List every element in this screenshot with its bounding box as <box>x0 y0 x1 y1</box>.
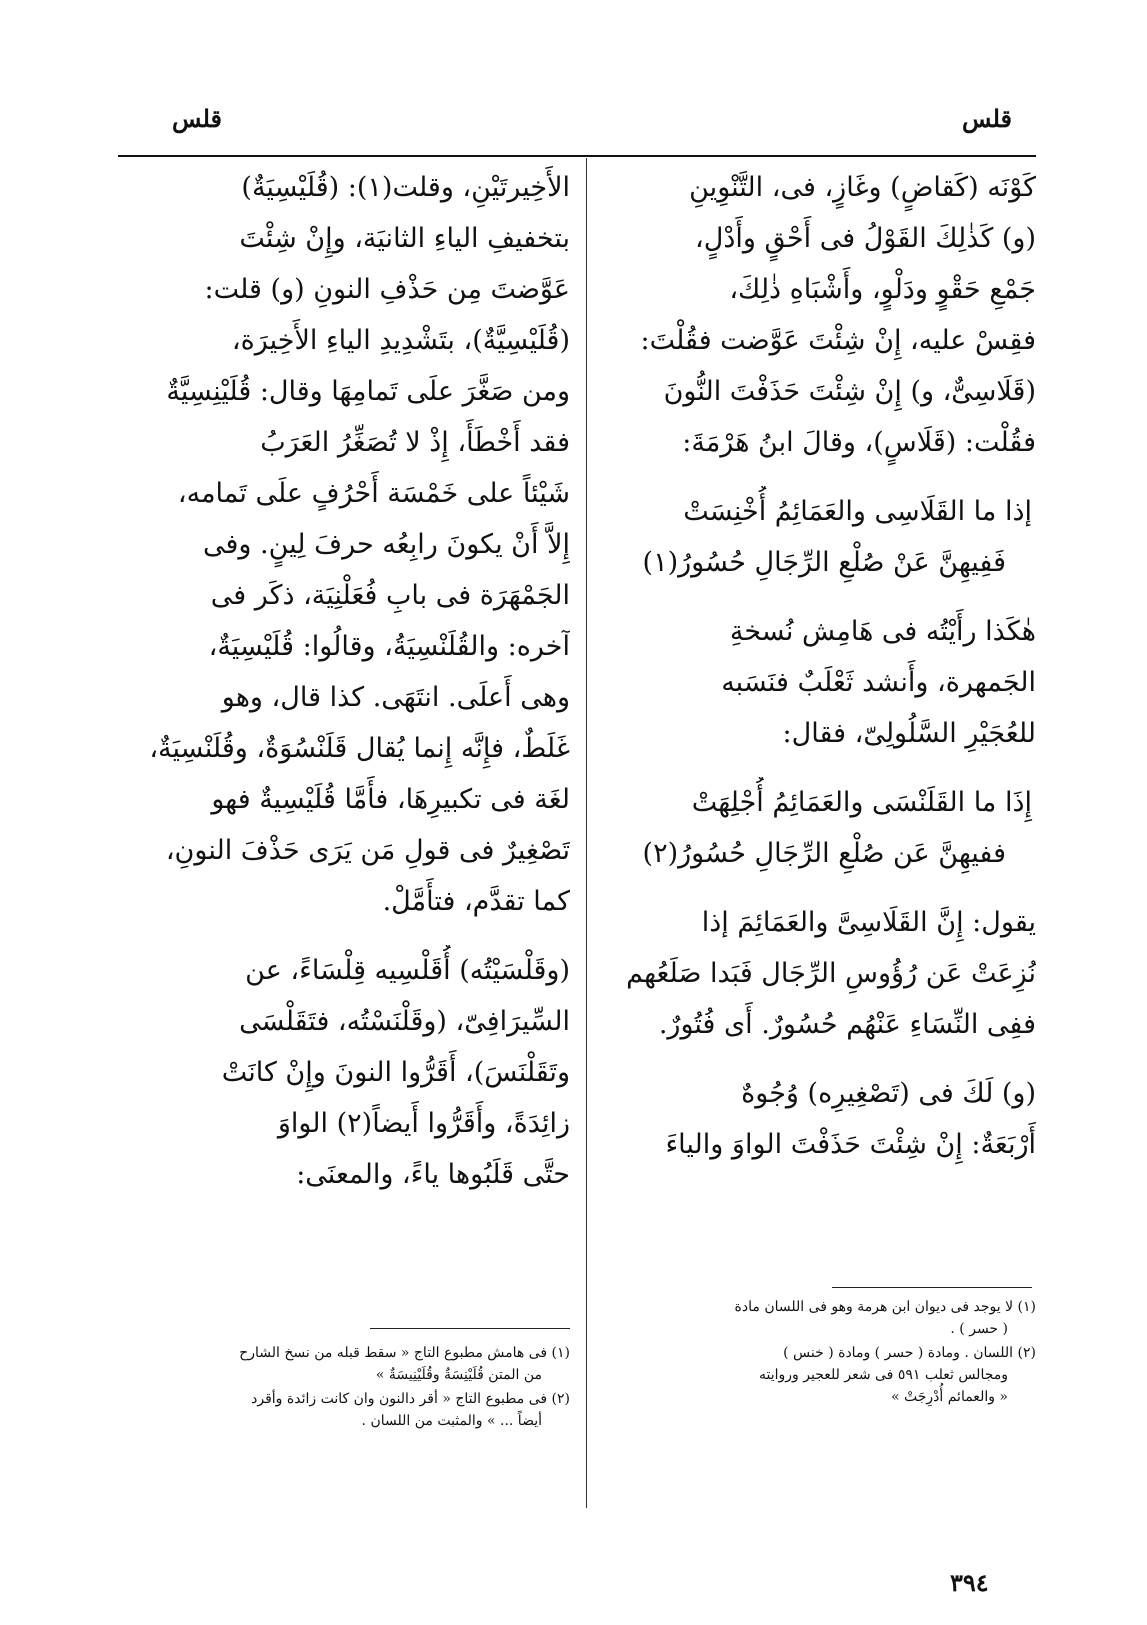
footnote <box>606 1296 1036 1340</box>
footnotes-left <box>100 1342 570 1434</box>
text-line: زائِدَةً، وأَقَرُّوا أَيضاً(٢) الواوَ <box>277 1108 570 1139</box>
verse-line: إذا ما القَلَاسِى والعَمَائِمُ أُخْنِسَتْ <box>683 496 1032 527</box>
verse-line: ففيهِنَّ عَن صُلْعِ الرِّجَالِ حُسُورُ(٢) <box>642 838 1006 869</box>
verse-line: إِذَا ما القَلَنْسَى والعَمَائِمُ أُجْلِهَتْ <box>691 787 1032 818</box>
text-line: جَمْعِ حَقْوٍ ودَلْوٍ، وأَشْبَاهِ ذٰلِكَ، <box>729 274 1036 305</box>
footnote-text: « والعمائم أُدْرِجَتْ » <box>890 1389 1008 1405</box>
column-divider <box>586 158 587 1508</box>
text-line: عَوَّضتَ مِن حَذْفِ النونِ (و) قلت: <box>204 274 570 305</box>
text-line: أَرْبَعَةٌ: إِنْ شِئْتَ حَذَفْتَ الواوَ والياءَ <box>665 1129 1036 1160</box>
footnote-text: من المتن قُلَيْنِسَةٌ وقُلَيْنِيسَةٌ » <box>375 1367 542 1383</box>
verse-line: فَفِيهِنَّ عَنْ صُلْعِ الرِّجَالِ حُسُورُ(١) <box>642 547 1006 578</box>
text-line: غَلَطٌ، فإِنَّه إِنما يُقال قَلَنْسُوَةٌ، وقُلَنْسِيَةٌ، <box>149 733 570 764</box>
footnote-rule-right <box>832 1287 1032 1288</box>
text-line: فقِسْ عليه، إِنْ شِئْتَ عَوَّضت فقُلْتَ: <box>640 325 1036 356</box>
footnote-mark: (١) <box>551 1345 570 1361</box>
text-line: كما تقدَّم، فتأَمَّلْ. <box>382 886 570 917</box>
footnote-mark: (١) <box>1017 1299 1036 1315</box>
text-line: للعُجَيْرِ السَّلُولِىّ، فقال: <box>782 718 1036 749</box>
text-line: يقول: إِنَّ القَلَاسِىَّ والعَمَائِمَ إذا <box>701 907 1036 938</box>
text-line: تَصْغِيرٌ فى قولِ مَن يَرَى حَذْفَ النونِ، <box>165 835 570 866</box>
text-line: نُزِعَتْ عَن رُؤُوسِ الرِّجَال فَبَدا صَلَعُهم <box>626 958 1036 989</box>
header-entry-word-left: قلس <box>172 104 223 133</box>
text-line: فقد أَخْطَأَ، إِذْ لا تُصَغِّرُ العَرَبُ <box>260 427 570 458</box>
text-line: (قُلَيْسِيَّةٌ)، بتَشْدِيدِ الياءِ الأَخِيرَة، <box>231 325 570 356</box>
text-line: الجَمهرة، وأَنشد ثَعْلَبٌ فنَسَبه <box>721 667 1036 698</box>
footnote-text: فى مطبوع التاج « أقر دالنون وان كانت زائدة وأقرد <box>251 1391 548 1407</box>
header-entry-word-right: قلس <box>962 104 1013 133</box>
text-line: هٰكَذا رأَيْتُه فى هَامِش نُسخةِ <box>729 616 1036 647</box>
text-line: لغَة فى تكبيرِهَا، فأَمَّا قُلَيْسِيةٌ فهو <box>211 784 570 815</box>
footnote-text: أيضاً ... » والمثبت من اللسان . <box>361 1413 542 1429</box>
text-line: بتخفيفِ الياءِ الثانيَة، وإِنْ شِئْتَ <box>239 223 570 254</box>
text-line: ففِى النِّسَاءِ عَنْهُم حُسُورٌ. أَى فُتُورٌ. <box>658 1009 1036 1040</box>
footnote-text: ومجالس ثعلب ٥٩١ فى شعر للعجير وروايته <box>759 1367 1008 1383</box>
text-line: وهى أَعلَى. انتَهَى. كذا قال، وهو <box>221 682 570 713</box>
footnote-text: ( حسر ) . <box>950 1321 1008 1337</box>
text-line: شَيْئاً على خَمْسَة أَحْرُفٍ علَى تَمامه، <box>177 478 570 509</box>
footnote <box>606 1342 1036 1408</box>
footnote-mark: (٢) <box>551 1391 570 1407</box>
footnote-mark: (٢) <box>1017 1345 1036 1361</box>
page-number: ٣٩٤ <box>950 1568 989 1597</box>
footnotes-right <box>606 1296 1036 1410</box>
left-column <box>112 162 570 1200</box>
text-line: السِّيرَافِىّ، (وقَلْنَسْتُه، فتَقَلْسَى <box>239 1006 570 1037</box>
footnote-text: اللسان . ومادة ( حسر ) ومادة ( خنس ) <box>783 1345 1014 1361</box>
text-line: آخره: والقُلَنْسِيَةُ، وقالُوا: قُلَيْسِيَةٌ، <box>208 631 570 662</box>
text-line: فقُلْت: (قَلَاسٍ)، وقالَ ابنُ هَرْمَةَ: <box>682 427 1036 458</box>
header-rule <box>118 155 1036 157</box>
text-line: (و) لَكَ فى (تَصْغِيرِه) وُجُوهٌ <box>741 1078 1036 1109</box>
footnote-text: فى هامش مطبوع التاج « سقط قبله من نسخ الشارح <box>239 1345 548 1361</box>
text-line: (قَلَاسِىٌّ، و) إِنْ شِئْتَ حَذَفْتَ النُّونَ <box>663 376 1036 407</box>
footnote <box>100 1388 570 1432</box>
right-column <box>606 162 1036 1170</box>
text-line: الأَخِيرتَيْنِ، وقلت(١): (قُلَيْسِيَةٌ) <box>241 172 570 203</box>
text-line: كَوْنَه (كَقاضٍ) وغَازٍ، فى، التَّنْوِينِ <box>689 172 1036 203</box>
text-line: الجَمْهَرَة فى بابِ فُعَلْنِيَة، ذكَر فى <box>210 580 570 611</box>
footnote-rule-left <box>370 1328 570 1329</box>
footnote <box>100 1342 570 1386</box>
text-line: (وقَلْسَيْتُه) أُقَلْسِيه قِلْسَاءً، عن <box>245 955 570 986</box>
text-line: (و) كَذٰلِكَ القَوْلُ فى أَحْقٍ وأَدْلٍ، <box>695 223 1036 254</box>
footnote-text: لا يوجد فى ديوان ابن هرمة وهو فى اللسان مادة <box>734 1299 1014 1315</box>
text-line: حتَّى قَلَبُوها ياءً، والمعنَى: <box>296 1159 570 1190</box>
text-line: وتَقَلْنَسَ)، أَقَرُّوا النونَ وإِنْ كانَتْ <box>221 1057 570 1088</box>
text-line: إِلاَّ أَنْ يكونَ رابِعُه حرفَ لِينٍ. وفى <box>202 529 570 560</box>
text-line: ومن صَغَّرَ علَى تَمامِهَا وقال: قُلَيْنِسِيَّةٌ <box>166 376 570 407</box>
